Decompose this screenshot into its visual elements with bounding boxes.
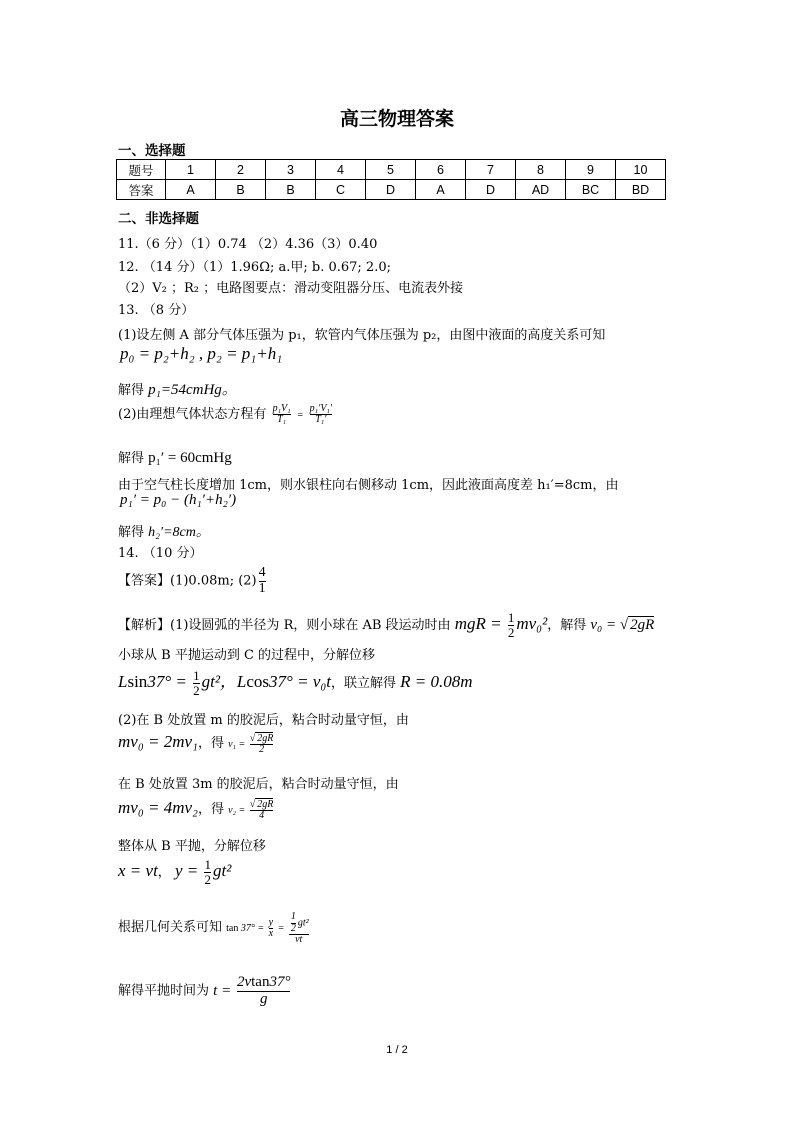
r-result: R = 0.08m xyxy=(400,672,473,691)
v1-result: v₁ = $\frac{√ 2gR}{2}$ xyxy=(228,732,274,756)
table-cell: AD xyxy=(516,180,566,200)
table-cell: C xyxy=(316,180,366,200)
analysis-text: 解得平抛时间为 xyxy=(118,983,210,999)
result-value: h₂′=8cm。 xyxy=(148,525,210,540)
answer-fraction: $\frac{4}{1}$ xyxy=(258,565,266,596)
analysis-label: 【解析】 xyxy=(118,618,171,634)
table-cell: 1 xyxy=(166,160,216,180)
table-cell: B xyxy=(266,180,316,200)
q13-paragraph-3: 由于空气柱长度增加 1cm，则水银柱向右侧移动 1cm，因此液面高度差 h₁′=8cm，由 xyxy=(118,478,619,493)
q13-equation-3: p₁′ = p₀ − (h₁′+h₂′) xyxy=(120,492,237,508)
section-choice-heading: 一、选择题 xyxy=(118,143,186,159)
result-value: p₁′ = 60cmHg xyxy=(148,450,232,466)
q14-analysis-line-5 xyxy=(118,732,275,756)
x-equation: x = vt xyxy=(118,861,158,881)
q13-paragraph-1: (1)设左侧 A 部分气体压强为 p₁，软管内气体压强为 p₂，由图中液面的高度关系可知 xyxy=(118,328,606,343)
q13-p2-text: (2)由理想气体状态方程有 xyxy=(118,407,267,422)
q12-line1: 12. （14 分）（1）1.96Ω; a.甲; b. 0.67; 2.0; xyxy=(118,260,391,275)
table-cell: A xyxy=(416,180,466,200)
table-cell: D xyxy=(366,180,416,200)
gas-law-right-fraction: $\frac{\text{p₁′V₁′}}{\text{T₁′}}$ xyxy=(309,402,333,425)
momentum-equation-1: mv₀ = 2mv₁ xyxy=(118,732,198,751)
answer-text: (1)0.08m; (2) xyxy=(170,573,257,589)
table-cell: BD xyxy=(616,180,666,200)
table-cell: 8 xyxy=(516,160,566,180)
q14-analysis-line-8: 整体从 B 平抛，分解位移 xyxy=(118,839,266,854)
analysis-tail: ，得 xyxy=(197,736,224,751)
displacement-equations: Lsin37° = $\frac{1}{2}$ gt²，Lcos37° = v₀t xyxy=(118,667,331,698)
q14-analysis-line-1 xyxy=(118,611,654,639)
page-title: 高三物理答案 xyxy=(339,108,454,130)
table-cell: B xyxy=(216,180,266,200)
table-cell: BC xyxy=(566,180,616,200)
q14-analysis-line-7 xyxy=(118,798,275,822)
q13-result-3 xyxy=(118,521,210,541)
table-row-numbers xyxy=(117,160,666,180)
answer-table xyxy=(116,159,666,200)
result-prefix: 解得 xyxy=(118,383,149,398)
energy-equation: mgR = $\frac{1}{2}$ mv₀² xyxy=(454,610,548,640)
analysis-tail: ，得 xyxy=(197,802,224,817)
q12-line2: （2）V₂ ；R₂ ；电路图要点：滑动变阻器分压、电流表外接 xyxy=(118,281,464,296)
time-result: t = $\frac{2vtan37^\circ}{g}$ xyxy=(213,974,291,1007)
q11-answer: 11.（6 分）（1）0.74 （2）4.36（3）0.40 xyxy=(118,237,378,252)
table-answer-label: 答案 xyxy=(117,180,166,200)
table-header-label: 题号 xyxy=(117,160,166,180)
table-cell: 9 xyxy=(566,160,616,180)
table-cell: 3 xyxy=(266,160,316,180)
momentum-equation-2: mv₀ = 4mv₂ xyxy=(118,798,198,817)
section-nonchoice-heading: 二、非选择题 xyxy=(118,211,199,227)
q14-analysis-line-3 xyxy=(118,667,473,697)
v0-result: v₀ = √ 2gR xyxy=(590,617,655,634)
result-prefix: 解得 xyxy=(118,525,149,540)
analysis-text: 根据几何关系可知 xyxy=(118,920,223,936)
result-prefix: 解得 xyxy=(118,451,149,466)
q14-heading: 14. （10 分） xyxy=(118,546,203,561)
q14-analysis-line-11 xyxy=(118,975,292,1008)
answer-label: 【答案】 xyxy=(118,573,171,589)
table-row-answers xyxy=(117,180,666,200)
gas-law-left-fraction: $\frac{\text{p₁V₁}}{\text{T₁}}$ xyxy=(272,402,291,425)
table-cell: 6 xyxy=(416,160,466,180)
table-cell: 10 xyxy=(616,160,666,180)
q13-result-1 xyxy=(118,378,237,399)
q13-paragraph-2: (2)由理想气体状态方程有 $\frac{\text{p₁V₁}}{\text{T₁}}$ = $\frac{\text{p₁′V₁′}}{\text{T₁′}}$ xyxy=(118,402,333,425)
table-cell: 4 xyxy=(316,160,366,180)
analysis-text: (1)设圆弧的半径为 R，则小球在 AB 段运动时由 xyxy=(170,618,451,634)
q13-result-2 xyxy=(118,447,232,467)
q13-heading: 13. （8 分） xyxy=(118,303,195,318)
analysis-mid: ，联立解得 xyxy=(331,676,397,691)
q14-analysis-line-2: 小球从 B 平抛运动到 C 的过程中，分解位移 xyxy=(118,648,376,663)
v2-result: v₂ = $\frac{√ 2gR}{4}$ xyxy=(228,798,274,822)
table-cell: D xyxy=(466,180,516,200)
q13-equation-1: p₀ = p₂+h₂ , p₂ = p₁+h₁ xyxy=(120,344,283,363)
q14-analysis-line-4: (2)在 B 处放置 m 的胶泥后，粘合时动量守恒，由 xyxy=(118,713,409,728)
q14-answer-line xyxy=(118,566,268,596)
table-cell: 2 xyxy=(216,160,266,180)
y-equation: y = $\frac{1}{2}$ gt² xyxy=(174,857,232,887)
q14-analysis-line-6: 在 B 处放置 3m 的胶泥后，粘合时动量守恒，由 xyxy=(118,777,399,792)
q14-analysis-line-9: x = vt， y = $\frac{1}{2}$ gt² xyxy=(118,857,232,887)
table-cell: 7 xyxy=(466,160,516,180)
result-value: p₁=54cmHg。 xyxy=(148,382,237,398)
tan-relation: tan 37° = $\frac{y}{x}$ = $\frac{1}{2}$ gt² vt xyxy=(226,911,309,945)
table-cell: 5 xyxy=(366,160,416,180)
q14-analysis-line-10 xyxy=(118,912,311,946)
analysis-tail: ，解得 xyxy=(547,618,587,634)
table-cell: A xyxy=(166,180,216,200)
page-number: 1 / 2 xyxy=(386,1044,408,1056)
